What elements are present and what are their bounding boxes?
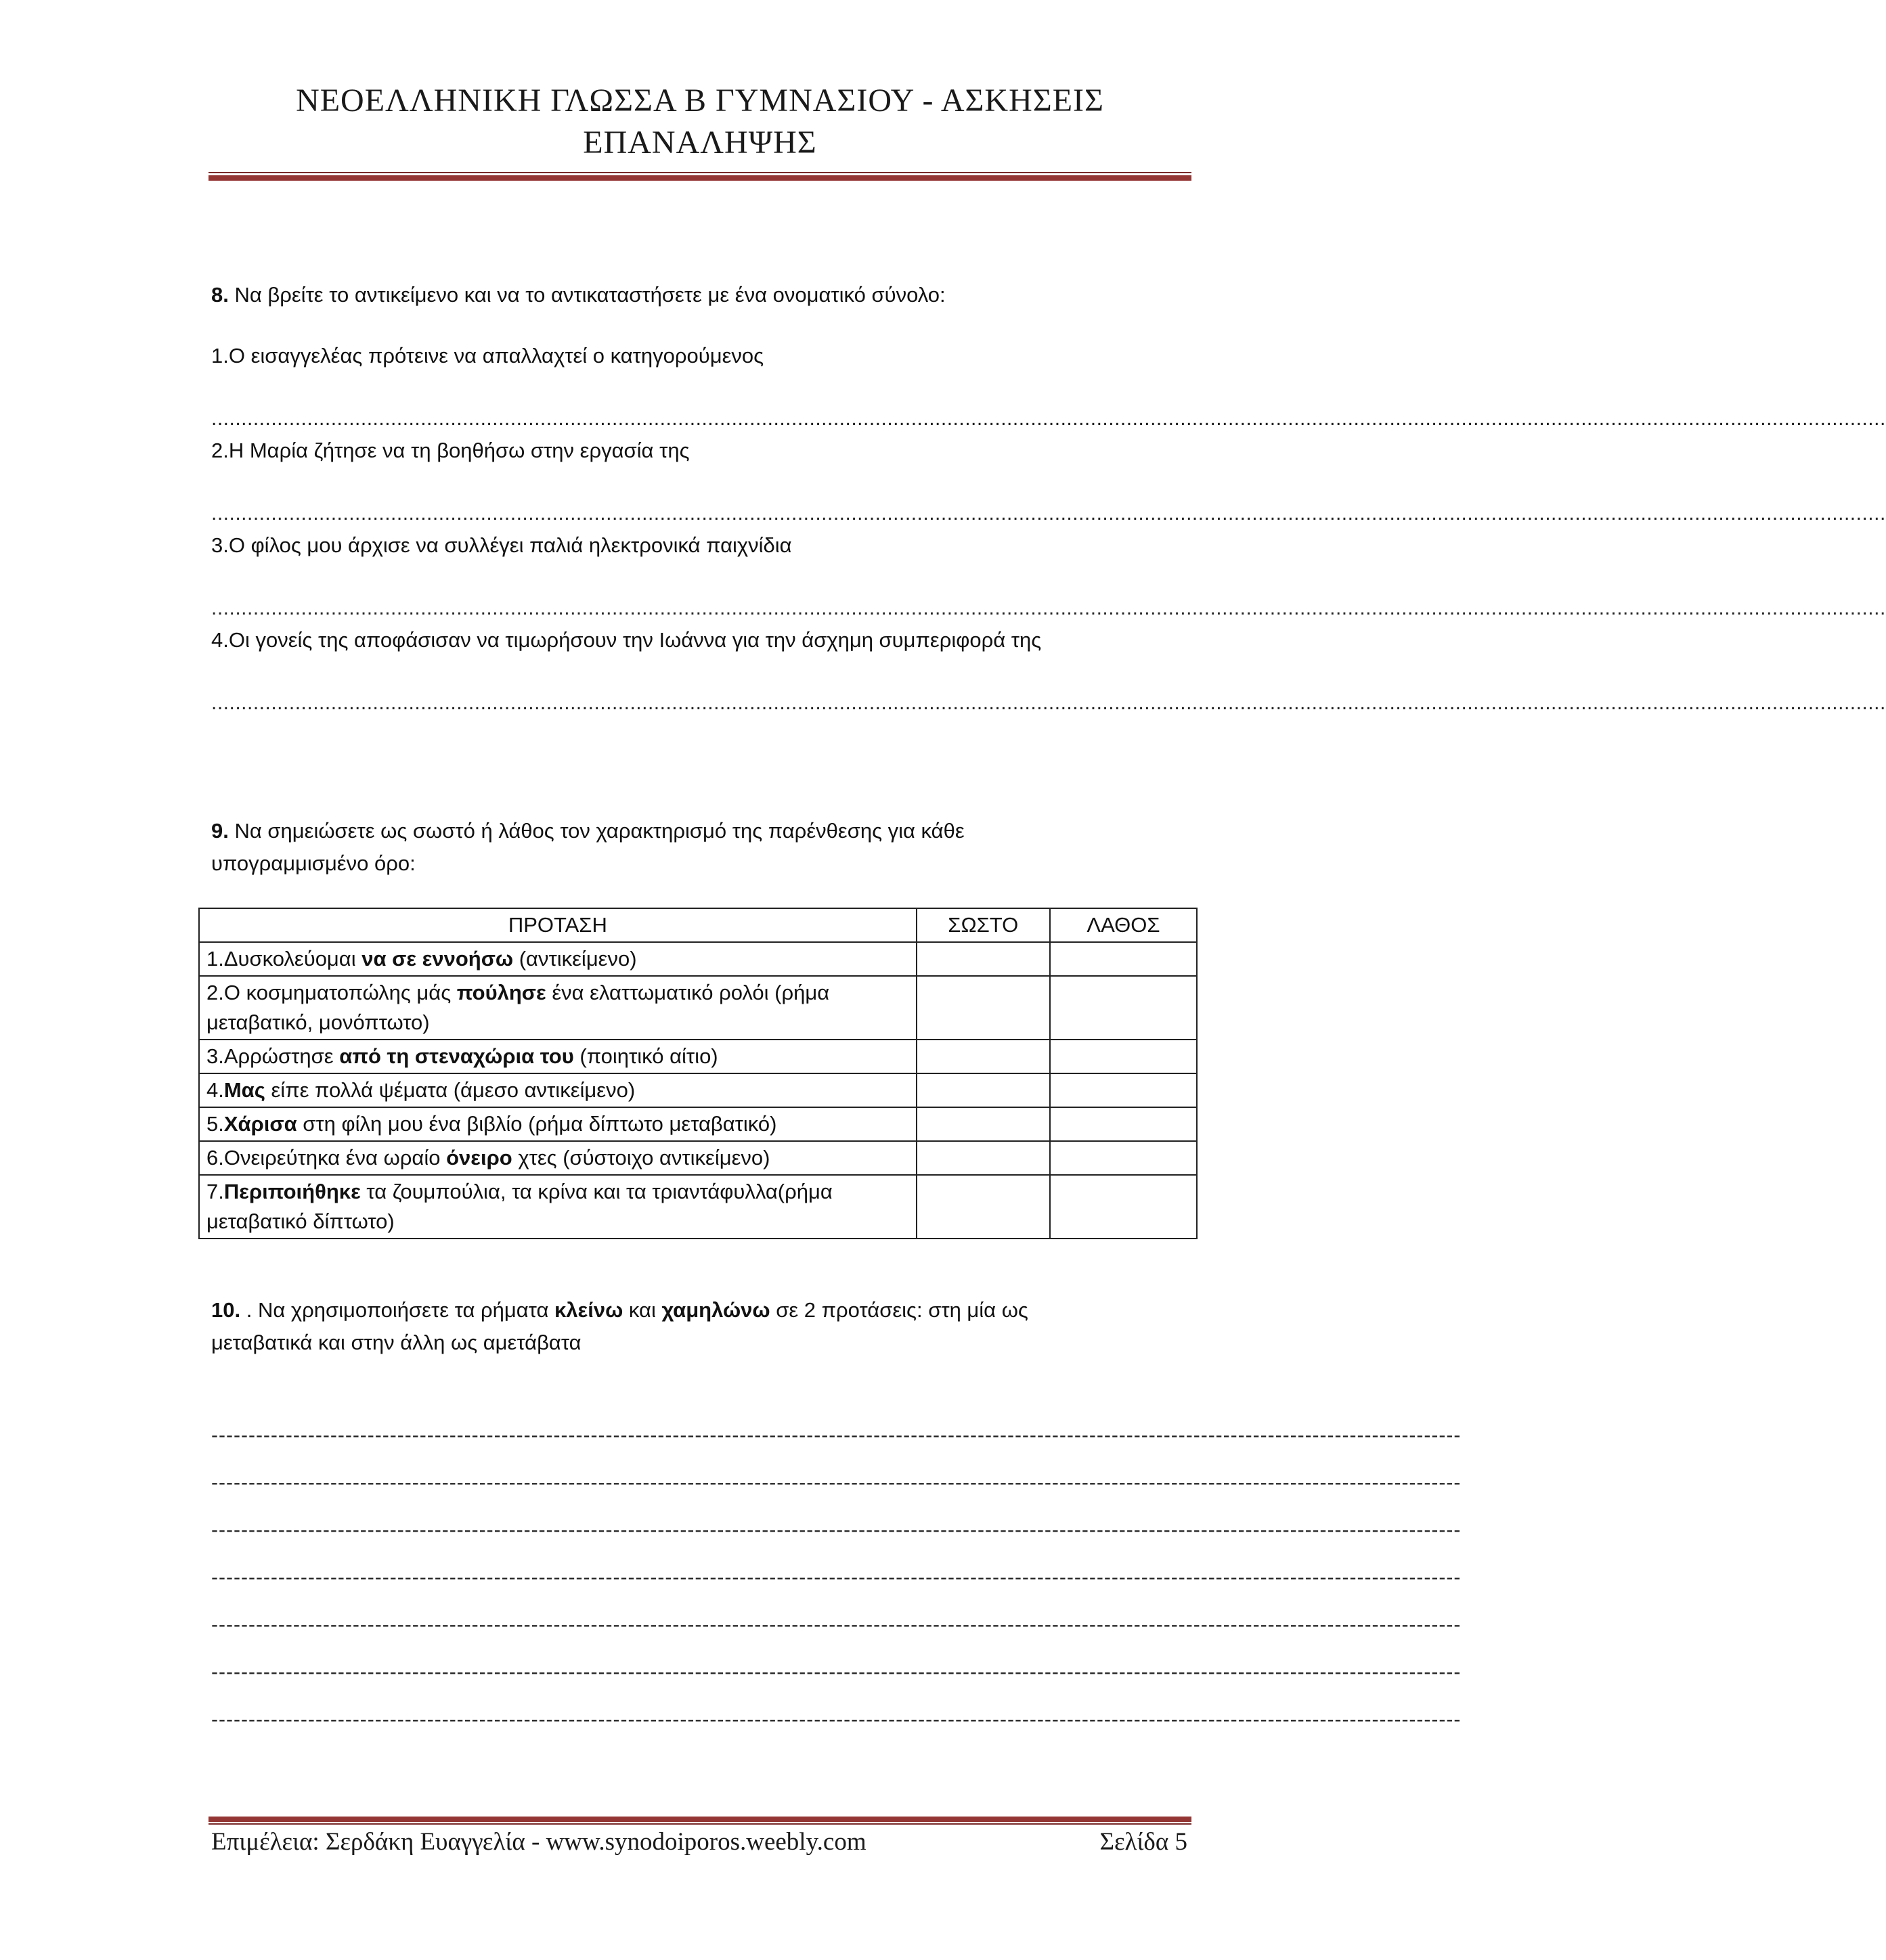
- exercise-10-prompt: [211, 1295, 1028, 1325]
- exercise-8-item-3: 3.Ο φίλος μου άρχισε να συλλέγει παλιά ηλεκτρονικά παιχνίδια: [211, 533, 792, 557]
- page-header-title: [209, 80, 1191, 164]
- wrong-answer-cell[interactable]: [1050, 1107, 1197, 1141]
- verb-xamilono: χαμηλώνω: [661, 1298, 770, 1322]
- exercise-10-prompt-text: . Να χρησιμοποιήσετε τα ρήματα: [240, 1298, 554, 1322]
- table-row: [199, 1175, 1197, 1239]
- answer-line-dashed-5: ------------------------------------------------------------------------------------------------------------------------------------------------------------------------: [211, 1613, 1462, 1636]
- exercise-10-connector: και: [623, 1298, 662, 1322]
- underlined-term: όνειρο: [446, 1146, 512, 1170]
- correct-answer-cell[interactable]: [917, 1040, 1050, 1073]
- table-row: [199, 976, 1197, 1040]
- exercise-9-prompt-line2: υπογραμμισμένο όρο:: [211, 851, 416, 875]
- proposition-cell: [199, 1107, 917, 1141]
- exercise-9-number: 9.: [211, 819, 229, 843]
- underlined-term: Περιποιήθηκε: [223, 1180, 361, 1203]
- proposition-text: 2.Ο κοσμηματοπώλης μάς: [206, 981, 457, 1004]
- exercise-9-prompt: [211, 816, 965, 846]
- table-row: [199, 1040, 1197, 1073]
- table-row: [199, 942, 1197, 976]
- correct-answer-cell[interactable]: [917, 1073, 1050, 1107]
- wrong-answer-cell[interactable]: [1050, 1175, 1197, 1239]
- proposition-annotation: χτες (σύστοιχο αντικείμενο): [512, 1146, 770, 1170]
- header-proposition: ΠΡΟΤΑΣΗ: [199, 908, 917, 942]
- correct-answer-cell[interactable]: [917, 942, 1050, 976]
- exercise-8-item-1: 1.Ο εισαγγελέας πρότεινε να απαλλαχτεί ο κατηγορούμενος: [211, 344, 764, 368]
- table-row: [199, 1073, 1197, 1107]
- header-rule-thin: [209, 172, 1191, 173]
- answer-line-dashed-4: ------------------------------------------------------------------------------------------------------------------------------------------------------------------------: [211, 1566, 1462, 1588]
- underlined-term: Χάρισα: [223, 1112, 297, 1136]
- wrong-answer-cell[interactable]: [1050, 1141, 1197, 1175]
- exercise-9-prompt-text: Να σημειώσετε ως σωστό ή λάθος τον χαρακτηρισμό της παρένθεσης για κάθε: [228, 819, 965, 843]
- proposition-annotation: (ποιητικό αίτιο): [573, 1044, 718, 1068]
- proposition-text: 5.: [206, 1112, 224, 1136]
- answer-line-dashed-7: ------------------------------------------------------------------------------------------------------------------------------------------------------------------------: [211, 1708, 1462, 1731]
- proposition-cell: [199, 976, 917, 1040]
- table-row: [199, 1107, 1197, 1141]
- answer-line-dashed-3: ------------------------------------------------------------------------------------------------------------------------------------------------------------------------: [211, 1519, 1462, 1541]
- correct-answer-cell[interactable]: [917, 1141, 1050, 1175]
- proposition-cell: [199, 1040, 917, 1073]
- answer-line-2: ........................................................................................................................................................................................................................................................................................: [211, 502, 1886, 525]
- footer-page-number: Σελίδα 5: [1099, 1828, 1187, 1856]
- exercise-8-item-2: 2.Η Μαρία ζήτησε να τη βοηθήσω στην εργασία της: [211, 439, 690, 462]
- wrong-answer-cell[interactable]: [1050, 1073, 1197, 1107]
- footer-rule-thick: [209, 1817, 1191, 1822]
- proposition-cell: [199, 1073, 917, 1107]
- underlined-term: Μας: [223, 1078, 265, 1102]
- header-rule-thick: [209, 175, 1191, 181]
- table-row: [199, 1141, 1197, 1175]
- proposition-annotation: στη φίλη μου ένα βιβλίο (ρήμα δίπτωτο μεταβατικό): [297, 1112, 777, 1136]
- footer-rule-thin: [209, 1823, 1191, 1825]
- answer-line-dashed-6: ------------------------------------------------------------------------------------------------------------------------------------------------------------------------: [211, 1661, 1462, 1683]
- proposition-text: 3.Αρρώστησε: [206, 1044, 340, 1068]
- proposition-cell: [199, 942, 917, 976]
- proposition-text: 4.: [206, 1078, 224, 1102]
- proposition-annotation: είπε πολλά ψέματα (άμεσο αντικείμενο): [265, 1078, 636, 1102]
- proposition-annotation: ένα ελαττωματικό ρολόι (ρήμα μεταβατικό, μονόπτωτο): [206, 981, 830, 1034]
- exercise-9-table: [198, 908, 1198, 1239]
- correct-answer-cell[interactable]: [917, 976, 1050, 1040]
- exercise-8-prompt-text: Να βρείτε το αντικείμενο και να το αντικαταστήσετε με ένα ονοματικό σύνολο:: [228, 283, 946, 307]
- proposition-text: 6.Ονειρεύτηκα ένα ωραίο: [206, 1146, 447, 1170]
- exercise-8-number: 8.: [211, 283, 229, 307]
- correct-answer-cell[interactable]: [917, 1175, 1050, 1239]
- table-header-row: [199, 908, 1197, 942]
- header-title-line1: ΝΕΟΕΛΛΗΝΙΚΗ ΓΛΩΣΣΑ Β ΓΥΜΝΑΣΙΟΥ - ΑΣΚΗΣΕΙΣ: [296, 83, 1104, 118]
- exercise-10-prompt-line2: μεταβατικά και στην άλλη ως αμετάβατα: [211, 1331, 582, 1354]
- footer-credit: Επιμέλεια: Σερδάκη Ευαγγελία - www.synodoiporos.weebly.com: [211, 1828, 867, 1856]
- header-wrong: ΛΑΘΟΣ: [1050, 908, 1197, 942]
- exercise-8-prompt: [211, 280, 946, 310]
- answer-line-3: ........................................................................................................................................................................................................................................................................................: [211, 597, 1886, 619]
- answer-line-4: ........................................................................................................................................................................................................................................................................................: [211, 692, 1886, 714]
- wrong-answer-cell[interactable]: [1050, 942, 1197, 976]
- answer-line-dashed-1: ------------------------------------------------------------------------------------------------------------------------------------------------------------------------: [211, 1424, 1462, 1446]
- underlined-term: να σε εννοήσω: [361, 947, 514, 971]
- underlined-term: από τη στεναχώρια του: [339, 1044, 574, 1068]
- exercise-10-number: 10.: [211, 1298, 241, 1322]
- header-correct: ΣΩΣΤΟ: [917, 908, 1050, 942]
- proposition-text: 1.Δυσκολεύομαι: [206, 947, 362, 971]
- proposition-annotation: (αντικείμενο): [513, 947, 637, 971]
- header-title-line2: ΕΠΑΝΑΛΗΨΗΣ: [583, 125, 817, 160]
- answer-line-dashed-2: ------------------------------------------------------------------------------------------------------------------------------------------------------------------------: [211, 1471, 1462, 1494]
- wrong-answer-cell[interactable]: [1050, 1040, 1197, 1073]
- proposition-cell: [199, 1175, 917, 1239]
- exercise-8-item-4: 4.Οι γονείς της αποφάσισαν να τιμωρήσουν την Ιωάννα για την άσχημη συμπεριφορά της: [211, 628, 1042, 652]
- answer-line-1: ........................................................................................................................................................................................................................................................................................: [211, 407, 1886, 430]
- proposition-cell: [199, 1141, 917, 1175]
- correct-answer-cell[interactable]: [917, 1107, 1050, 1141]
- proposition-annotation: τα ζουμπούλια, τα κρίνα και τα τριαντάφυλλα(ρήμα μεταβατικό δίπτωτο): [206, 1180, 833, 1233]
- proposition-text: 7.: [206, 1180, 224, 1203]
- verb-kleino: κλείνω: [554, 1298, 623, 1322]
- underlined-term: πούλησε: [456, 981, 546, 1004]
- exercise-10-prompt-tail: σε 2 προτάσεις: στη μία ως: [770, 1298, 1028, 1322]
- wrong-answer-cell[interactable]: [1050, 976, 1197, 1040]
